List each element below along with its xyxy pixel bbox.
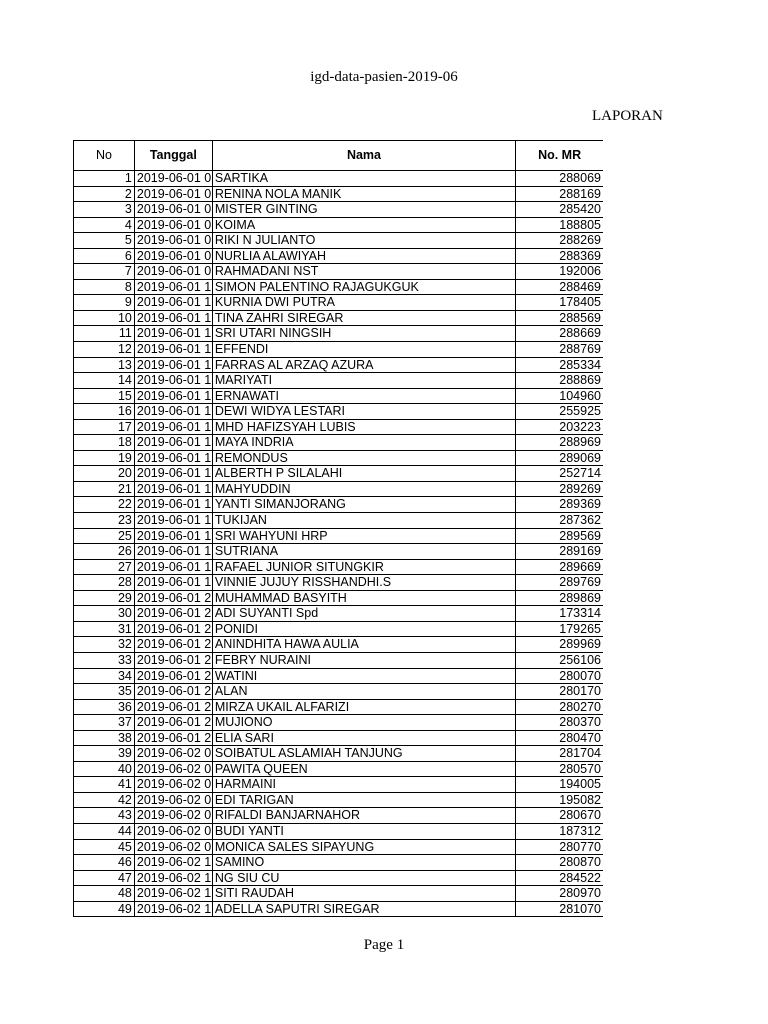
cell-no: 44 (74, 824, 135, 840)
table-row (74, 373, 603, 389)
table-row (74, 902, 603, 918)
cell-nama: ADI SUYANTI Spd (213, 606, 516, 622)
cell-no: 29 (74, 591, 135, 607)
cell-tanggal: 2019-06-01 1 (136, 357, 212, 372)
cell-tanggal: 2019-06-01 2 (136, 606, 212, 621)
cell-nama: ADELLA SAPUTRI SIREGAR (213, 902, 516, 918)
cell-nama: RIKI N JULIANTO (213, 233, 516, 249)
cell-tanggal: 2019-06-02 0 (136, 823, 212, 838)
cell-nama: EFFENDI (213, 342, 516, 358)
cell-nama: SRI UTARI NINGSIH (213, 326, 516, 342)
cell-tanggal: 2019-06-01 0 (136, 264, 212, 279)
table-row (74, 435, 603, 451)
header-no: No (74, 141, 135, 171)
table-row (74, 466, 603, 482)
cell-no: 13 (74, 358, 135, 374)
cell-tanggal: 2019-06-01 1 (136, 419, 212, 434)
cell-nama: KOIMA (213, 218, 516, 234)
cell-nama: TUKIJAN (213, 513, 516, 529)
cell-no-mr: 280170 (516, 684, 603, 700)
cell-no: 33 (74, 653, 135, 669)
cell-tanggal: 2019-06-01 0 (136, 186, 212, 201)
cell-no-mr: 288269 (516, 233, 603, 249)
cell-tanggal: 2019-06-01 1 (136, 544, 212, 559)
cell-no-mr: 289969 (516, 637, 603, 653)
table-row (74, 342, 603, 358)
cell-no-mr: 289369 (516, 497, 603, 513)
cell-no-mr: 288069 (516, 171, 603, 187)
cell-nama: ERNAWATI (213, 389, 516, 405)
table-row (74, 233, 603, 249)
table-row (74, 544, 603, 560)
cell-no-mr: 289169 (516, 544, 603, 560)
cell-tanggal: 2019-06-01 1 (136, 310, 212, 325)
cell-tanggal: 2019-06-01 1 (136, 528, 212, 543)
cell-no: 4 (74, 218, 135, 234)
cell-no-mr: 194005 (516, 777, 603, 793)
cell-tanggal: 2019-06-01 0 (136, 202, 212, 217)
cell-no: 26 (74, 544, 135, 560)
cell-no-mr: 288769 (516, 342, 603, 358)
cell-no-mr: 288969 (516, 435, 603, 451)
table-row (74, 482, 603, 498)
cell-tanggal: 2019-06-01 1 (136, 466, 212, 481)
table-row (74, 326, 603, 342)
cell-tanggal: 2019-06-01 1 (136, 373, 212, 388)
cell-no-mr: 280370 (516, 715, 603, 731)
table-row (74, 886, 603, 902)
cell-tanggal: 2019-06-01 1 (136, 342, 212, 357)
cell-no: 41 (74, 777, 135, 793)
cell-no: 9 (74, 295, 135, 311)
cell-nama: SITI RAUDAH (213, 886, 516, 902)
cell-tanggal: 2019-06-02 0 (136, 839, 212, 854)
cell-nama: MARIYATI (213, 373, 516, 389)
cell-tanggal: 2019-06-01 1 (136, 497, 212, 512)
cell-no: 11 (74, 326, 135, 342)
cell-no: 49 (74, 902, 135, 918)
cell-no-mr: 289569 (516, 529, 603, 545)
cell-tanggal: 2019-06-01 2 (136, 699, 212, 714)
cell-tanggal: 2019-06-01 2 (136, 668, 212, 683)
cell-no: 31 (74, 622, 135, 638)
table-body (74, 171, 603, 917)
cell-no-mr: 288169 (516, 187, 603, 203)
cell-no-mr: 280870 (516, 855, 603, 871)
table-row (74, 264, 603, 280)
table-row (74, 840, 603, 856)
cell-nama: WATINI (213, 669, 516, 685)
cell-tanggal: 2019-06-01 0 (136, 248, 212, 263)
table-row (74, 560, 603, 576)
patient-table (73, 140, 603, 917)
table-header-row (74, 141, 603, 171)
cell-no-mr: 280770 (516, 840, 603, 856)
header-tanggal: Tanggal (135, 141, 213, 171)
cell-tanggal: 2019-06-01 1 (136, 279, 212, 294)
cell-tanggal: 2019-06-02 0 (136, 808, 212, 823)
cell-nama: RIFALDI BANJARNAHOR (213, 808, 516, 824)
cell-no: 48 (74, 886, 135, 902)
cell-nama: ALAN (213, 684, 516, 700)
cell-no-mr: 289869 (516, 591, 603, 607)
table-row (74, 575, 603, 591)
cell-tanggal: 2019-06-01 2 (136, 621, 212, 636)
cell-nama: VINNIE JUJUY RISSHANDHI.S (213, 575, 516, 591)
cell-no-mr: 179265 (516, 622, 603, 638)
cell-no: 45 (74, 840, 135, 856)
cell-tanggal: 2019-06-01 0 (136, 217, 212, 232)
table-row (74, 420, 603, 436)
cell-nama: REMONDUS (213, 451, 516, 467)
header-no-mr: No. MR (516, 141, 603, 171)
cell-no-mr: 280270 (516, 700, 603, 716)
cell-tanggal: 2019-06-01 1 (136, 575, 212, 590)
cell-nama: SOIBATUL ASLAMIAH TANJUNG (213, 746, 516, 762)
cell-no-mr: 289269 (516, 482, 603, 498)
table-row (74, 529, 603, 545)
cell-no: 25 (74, 529, 135, 545)
cell-nama: SRI WAHYUNI HRP (213, 529, 516, 545)
cell-no: 14 (74, 373, 135, 389)
page-number: Page 1 (363, 937, 405, 953)
cell-nama: MHD HAFIZSYAH LUBIS (213, 420, 516, 436)
cell-nama: FARRAS AL ARZAQ AZURA (213, 358, 516, 374)
document-title: igd-data-pasien-2019-06 (310, 69, 458, 85)
table-row (74, 824, 603, 840)
table-row (74, 280, 603, 296)
table-row (74, 202, 603, 218)
cell-tanggal: 2019-06-02 1 (136, 855, 212, 870)
cell-no: 39 (74, 746, 135, 762)
cell-no: 36 (74, 700, 135, 716)
cell-no: 28 (74, 575, 135, 591)
cell-no: 2 (74, 187, 135, 203)
cell-nama: ALBERTH P SILALAHI (213, 466, 516, 482)
table-row (74, 622, 603, 638)
cell-tanggal: 2019-06-01 2 (136, 684, 212, 699)
cell-no-mr: 284522 (516, 871, 603, 887)
cell-nama: EDI TARIGAN (213, 793, 516, 809)
cell-nama: YANTI SIMANJORANG (213, 497, 516, 513)
cell-no: 42 (74, 793, 135, 809)
cell-tanggal: 2019-06-01 1 (136, 326, 212, 341)
cell-nama: PONIDI (213, 622, 516, 638)
cell-no: 17 (74, 420, 135, 436)
table-row (74, 606, 603, 622)
cell-no: 22 (74, 497, 135, 513)
cell-no: 43 (74, 808, 135, 824)
table-row (74, 715, 603, 731)
cell-no-mr: 289769 (516, 575, 603, 591)
cell-no: 21 (74, 482, 135, 498)
cell-nama: MAYA INDRIA (213, 435, 516, 451)
table-row (74, 171, 603, 187)
cell-no-mr: 252714 (516, 466, 603, 482)
cell-nama: ANINDHITA HAWA AULIA (213, 637, 516, 653)
cell-nama: SARTIKA (213, 171, 516, 187)
cell-no-mr: 285334 (516, 358, 603, 374)
cell-no: 32 (74, 637, 135, 653)
table-row (74, 389, 603, 405)
cell-tanggal: 2019-06-01 2 (136, 637, 212, 652)
cell-tanggal: 2019-06-01 1 (136, 388, 212, 403)
table-row (74, 746, 603, 762)
cell-no-mr: 255925 (516, 404, 603, 420)
cell-no-mr: 281070 (516, 902, 603, 918)
cell-tanggal: 2019-06-02 1 (136, 901, 212, 916)
cell-no-mr: 288569 (516, 311, 603, 327)
cell-no: 12 (74, 342, 135, 358)
cell-nama: SAMINO (213, 855, 516, 871)
table-row (74, 497, 603, 513)
table-row (74, 700, 603, 716)
cell-no: 30 (74, 606, 135, 622)
cell-no-mr: 280470 (516, 731, 603, 747)
table-row (74, 249, 603, 265)
cell-no: 1 (74, 171, 135, 187)
cell-nama: ELIA SARI (213, 731, 516, 747)
cell-no: 19 (74, 451, 135, 467)
cell-no-mr: 280970 (516, 886, 603, 902)
cell-nama: KURNIA DWI PUTRA (213, 295, 516, 311)
cell-nama: NURLIA ALAWIYAH (213, 249, 516, 265)
cell-tanggal: 2019-06-02 0 (136, 792, 212, 807)
cell-tanggal: 2019-06-02 1 (136, 886, 212, 901)
cell-nama: PAWITA QUEEN (213, 762, 516, 778)
table-row (74, 762, 603, 778)
cell-no: 20 (74, 466, 135, 482)
cell-no: 34 (74, 669, 135, 685)
table-row (74, 793, 603, 809)
table-row (74, 637, 603, 653)
cell-nama: BUDI YANTI (213, 824, 516, 840)
cell-no: 37 (74, 715, 135, 731)
cell-tanggal: 2019-06-01 1 (136, 513, 212, 528)
cell-no: 16 (74, 404, 135, 420)
cell-nama: FEBRY NURAINI (213, 653, 516, 669)
cell-no-mr: 178405 (516, 295, 603, 311)
cell-no-mr: 104960 (516, 389, 603, 405)
cell-no-mr: 256106 (516, 653, 603, 669)
cell-no-mr: 285420 (516, 202, 603, 218)
table-row (74, 669, 603, 685)
cell-nama: SIMON PALENTINO RAJAGUKGUK (213, 280, 516, 296)
cell-tanggal: 2019-06-01 0 (136, 171, 212, 185)
cell-no-mr: 289669 (516, 560, 603, 576)
cell-no-mr: 287362 (516, 513, 603, 529)
cell-nama: MUJIONO (213, 715, 516, 731)
cell-no: 40 (74, 762, 135, 778)
cell-tanggal: 2019-06-01 2 (136, 730, 212, 745)
cell-no: 7 (74, 264, 135, 280)
cell-no: 47 (74, 871, 135, 887)
cell-nama: MAHYUDDIN (213, 482, 516, 498)
cell-nama: MIRZA UKAIL ALFARIZI (213, 700, 516, 716)
cell-tanggal: 2019-06-01 1 (136, 435, 212, 450)
table-row (74, 871, 603, 887)
cell-no-mr: 188805 (516, 218, 603, 234)
cell-nama: TINA ZAHRI SIREGAR (213, 311, 516, 327)
table-row (74, 731, 603, 747)
table-row (74, 855, 603, 871)
table-row (74, 358, 603, 374)
table-row (74, 513, 603, 529)
cell-nama: RAHMADANI NST (213, 264, 516, 280)
cell-no: 46 (74, 855, 135, 871)
cell-no-mr: 288369 (516, 249, 603, 265)
cell-no-mr: 288469 (516, 280, 603, 296)
cell-tanggal: 2019-06-01 2 (136, 715, 212, 730)
cell-tanggal: 2019-06-01 1 (136, 295, 212, 310)
cell-tanggal: 2019-06-01 0 (136, 233, 212, 248)
cell-no: 5 (74, 233, 135, 249)
cell-tanggal: 2019-06-01 1 (136, 559, 212, 574)
cell-no-mr: 289069 (516, 451, 603, 467)
table-row (74, 295, 603, 311)
cell-no: 10 (74, 311, 135, 327)
cell-tanggal: 2019-06-01 1 (136, 481, 212, 496)
cell-no-mr: 195082 (516, 793, 603, 809)
table-row (74, 684, 603, 700)
table-row (74, 591, 603, 607)
cell-no: 6 (74, 249, 135, 265)
cell-tanggal: 2019-06-01 2 (136, 590, 212, 605)
cell-no-mr: 280070 (516, 669, 603, 685)
table-row (74, 808, 603, 824)
cell-nama: MONICA SALES SIPAYUNG (213, 840, 516, 856)
cell-tanggal: 2019-06-02 0 (136, 761, 212, 776)
cell-no: 23 (74, 513, 135, 529)
cell-nama: DEWI WIDYA LESTARI (213, 404, 516, 420)
cell-nama: NG SIU CU (213, 871, 516, 887)
cell-no-mr: 187312 (516, 824, 603, 840)
cell-no: 15 (74, 389, 135, 405)
cell-tanggal: 2019-06-01 2 (136, 652, 212, 667)
cell-no-mr: 288869 (516, 373, 603, 389)
cell-no-mr: 280670 (516, 808, 603, 824)
cell-tanggal: 2019-06-01 1 (136, 404, 212, 419)
cell-nama: RAFAEL JUNIOR SITUNGKIR (213, 560, 516, 576)
cell-tanggal: 2019-06-02 0 (136, 777, 212, 792)
cell-no: 3 (74, 202, 135, 218)
cell-no-mr: 173314 (516, 606, 603, 622)
cell-no-mr: 288669 (516, 326, 603, 342)
cell-tanggal: 2019-06-01 1 (136, 450, 212, 465)
cell-nama: SUTRIANA (213, 544, 516, 560)
table-row (74, 187, 603, 203)
corner-header-text: LAPORAN (592, 108, 663, 124)
cell-tanggal: 2019-06-02 1 (136, 870, 212, 885)
cell-no: 18 (74, 435, 135, 451)
cell-tanggal: 2019-06-02 0 (136, 746, 212, 761)
cell-nama: MISTER GINTING (213, 202, 516, 218)
table-row (74, 404, 603, 420)
cell-no-mr: 280570 (516, 762, 603, 778)
cell-no-mr: 192006 (516, 264, 603, 280)
table-row (74, 777, 603, 793)
cell-nama: HARMAINI (213, 777, 516, 793)
cell-nama: RENINA NOLA MANIK (213, 187, 516, 203)
cell-no-mr: 203223 (516, 420, 603, 436)
cell-no: 38 (74, 731, 135, 747)
table-row (74, 653, 603, 669)
cell-nama: MUHAMMAD BASYITH (213, 591, 516, 607)
header-nama: Nama (213, 141, 516, 171)
table-row (74, 451, 603, 467)
cell-no: 35 (74, 684, 135, 700)
cell-no: 8 (74, 280, 135, 296)
table-row (74, 218, 603, 234)
cell-no-mr: 281704 (516, 746, 603, 762)
table-row (74, 311, 603, 327)
cell-no: 27 (74, 560, 135, 576)
